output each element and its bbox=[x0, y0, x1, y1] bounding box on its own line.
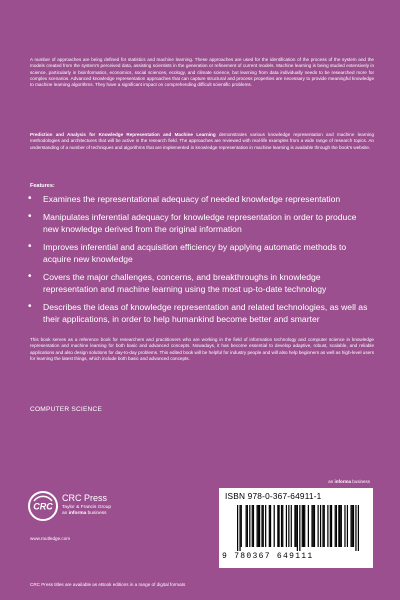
isbn-label: ISBN 978-0-367-64911-1 bbox=[225, 491, 322, 501]
bullet-icon: • bbox=[28, 210, 32, 222]
feature-item bbox=[26, 301, 374, 326]
barcode-bar bbox=[269, 505, 270, 547]
barcode-bar bbox=[249, 505, 250, 547]
barcode-bar bbox=[338, 505, 339, 547]
barcode-bar bbox=[353, 505, 354, 547]
barcode-bar bbox=[339, 505, 340, 547]
barcode-bar bbox=[311, 505, 312, 547]
barcode-bar bbox=[303, 505, 304, 547]
feature-item bbox=[26, 241, 374, 266]
barcode-bar bbox=[347, 505, 348, 547]
feature-item bbox=[26, 211, 374, 236]
barcode-bar bbox=[265, 505, 266, 547]
barcode-bar bbox=[259, 505, 260, 547]
feature-text: Covers the major challenges, concerns, and breakthroughs in knowledge representation and machine learning using the most up-to-date technology bbox=[43, 271, 327, 294]
barcode-bar bbox=[330, 505, 331, 547]
barcode-icon bbox=[237, 505, 359, 551]
ebook-note: CRC Press titles are available as eBook editions in a range of digital formats bbox=[30, 582, 186, 587]
barcode-bar bbox=[331, 505, 332, 547]
barcode-bar bbox=[322, 505, 323, 547]
barcode-bar bbox=[252, 505, 253, 547]
publisher-url: www.routledge.com bbox=[30, 536, 71, 541]
barcode-bar bbox=[302, 505, 303, 547]
intro-paragraph: A number of approaches are being defined for statistics and machine learning. These approaches are used for the identification of the process of the system and the models created from the system's perceived data, assisting scientists in the generation or refinement of current models. Machine learning is being studied extensively in science, particularly in bioinformatics, economics, social sciences, ecology, and climate science, but learning from data individually needs to be researched more for complex scenarios. Advanced knowledge representation approaches that can capture structural and process properties are necessary to provide meaningful knowledge to machine learning algorithms. They have a significant impact on comprehending difficult scientific problems. bbox=[30, 57, 374, 88]
book-title: Prediction and Analysis for Knowledge Representation and Machine Learning bbox=[30, 132, 216, 137]
feature-item bbox=[26, 271, 374, 296]
barcode-bar bbox=[277, 505, 278, 547]
book-description-paragraph bbox=[30, 132, 374, 151]
publisher-logo bbox=[28, 489, 178, 539]
barcode-bar bbox=[313, 505, 314, 547]
crc-logo-icon bbox=[28, 491, 58, 521]
feature-text: Manipulates inferential adequacy for knowledge representation in order to produce new knowledge derived from the original information bbox=[43, 211, 357, 234]
feature-text: Improves inferential and acquisition efficiency by applying automatic methods to acquire new knowledge bbox=[43, 241, 347, 264]
publisher-name: CRC Press bbox=[62, 493, 108, 503]
bullet-icon: • bbox=[28, 300, 32, 312]
barcode-bar bbox=[246, 505, 247, 547]
barcode-bar bbox=[257, 505, 258, 547]
bullet-icon: • bbox=[28, 270, 32, 282]
barcode-bar bbox=[318, 505, 319, 547]
barcode-bar bbox=[352, 505, 353, 547]
barcode-bar bbox=[253, 505, 254, 547]
barcode-bar bbox=[335, 505, 336, 547]
feature-item bbox=[26, 193, 374, 206]
book-description-text: demonstrates various knowledge representation and machine learning methodologies and architectures that will be active in the research field. The approaches are reviewed with real-life examples from a wide range of research topics. An understanding of a number of techniques and algorithms that are implemented in knowledge representation in machine learning is available through the book's website. bbox=[30, 132, 375, 150]
feature-text: Describes the ideas of knowledge representation and related technologies, as well as their applications, in order to help humankind become better and smarter bbox=[43, 301, 368, 324]
barcode-bar bbox=[308, 505, 309, 547]
svg-text:CRC: CRC bbox=[33, 501, 53, 512]
barcode-bar bbox=[247, 505, 248, 547]
closing-paragraph: This book serves as a reference book for researchers and practitioners who are working in the field of information technology and computer science in knowledge representation and machine learning for both basic and advanced concepts. Nowadays, it has become essential to develop adaptive, robust, scalable, and reliable applications and also design solutions for day-to-day problems. This edited book will be helpful for industry people and will also help beginners as well as high-level users for learning the latest things, which include both basic and advanced concepts. bbox=[30, 337, 374, 361]
barcode-bar bbox=[258, 505, 259, 547]
barcode-bar bbox=[278, 505, 279, 547]
barcode-bar bbox=[355, 505, 356, 551]
barcode-bar bbox=[239, 505, 240, 551]
isbn-barcode-box bbox=[219, 488, 373, 568]
barcode-bar bbox=[297, 505, 298, 551]
barcode-bar bbox=[324, 505, 325, 547]
barcode-bar bbox=[314, 505, 315, 547]
barcode-bar bbox=[296, 505, 297, 547]
barcode-bar bbox=[237, 505, 238, 551]
barcode-bar bbox=[294, 505, 295, 547]
feature-text: Examines the representational adequacy of needed knowledge representation bbox=[43, 194, 341, 204]
barcode-bar bbox=[281, 505, 282, 547]
barcode-bar bbox=[282, 505, 283, 547]
features-list bbox=[26, 193, 374, 331]
publisher-group: Taylor & Francis Group an informa business bbox=[62, 505, 112, 517]
barcode-bar bbox=[341, 505, 342, 547]
barcode-bar bbox=[263, 505, 264, 547]
barcode-bar bbox=[261, 505, 262, 547]
barcode-bar bbox=[304, 505, 305, 547]
informa-business-tag: an informa business bbox=[328, 479, 370, 484]
barcode-bar bbox=[286, 505, 287, 547]
barcode-bar bbox=[241, 505, 242, 547]
barcode-bar bbox=[344, 505, 345, 547]
barcode-bar bbox=[327, 505, 328, 547]
barcode-bar bbox=[336, 505, 337, 547]
barcode-bar bbox=[270, 505, 271, 547]
barcode-bar bbox=[288, 505, 289, 547]
features-heading: Features: bbox=[30, 183, 55, 189]
bullet-icon: • bbox=[28, 240, 32, 252]
barcode-bar bbox=[291, 505, 292, 547]
bullet-icon: • bbox=[28, 193, 32, 204]
barcode-bar bbox=[358, 505, 359, 551]
barcode-bar bbox=[320, 505, 321, 547]
barcode-bar bbox=[299, 505, 300, 551]
barcode-bar bbox=[350, 505, 351, 547]
barcode-bar bbox=[274, 505, 275, 547]
subject-label: COMPUTER SCIENCE bbox=[30, 406, 103, 413]
barcode-digits: 9 780367 649111 bbox=[222, 552, 314, 561]
